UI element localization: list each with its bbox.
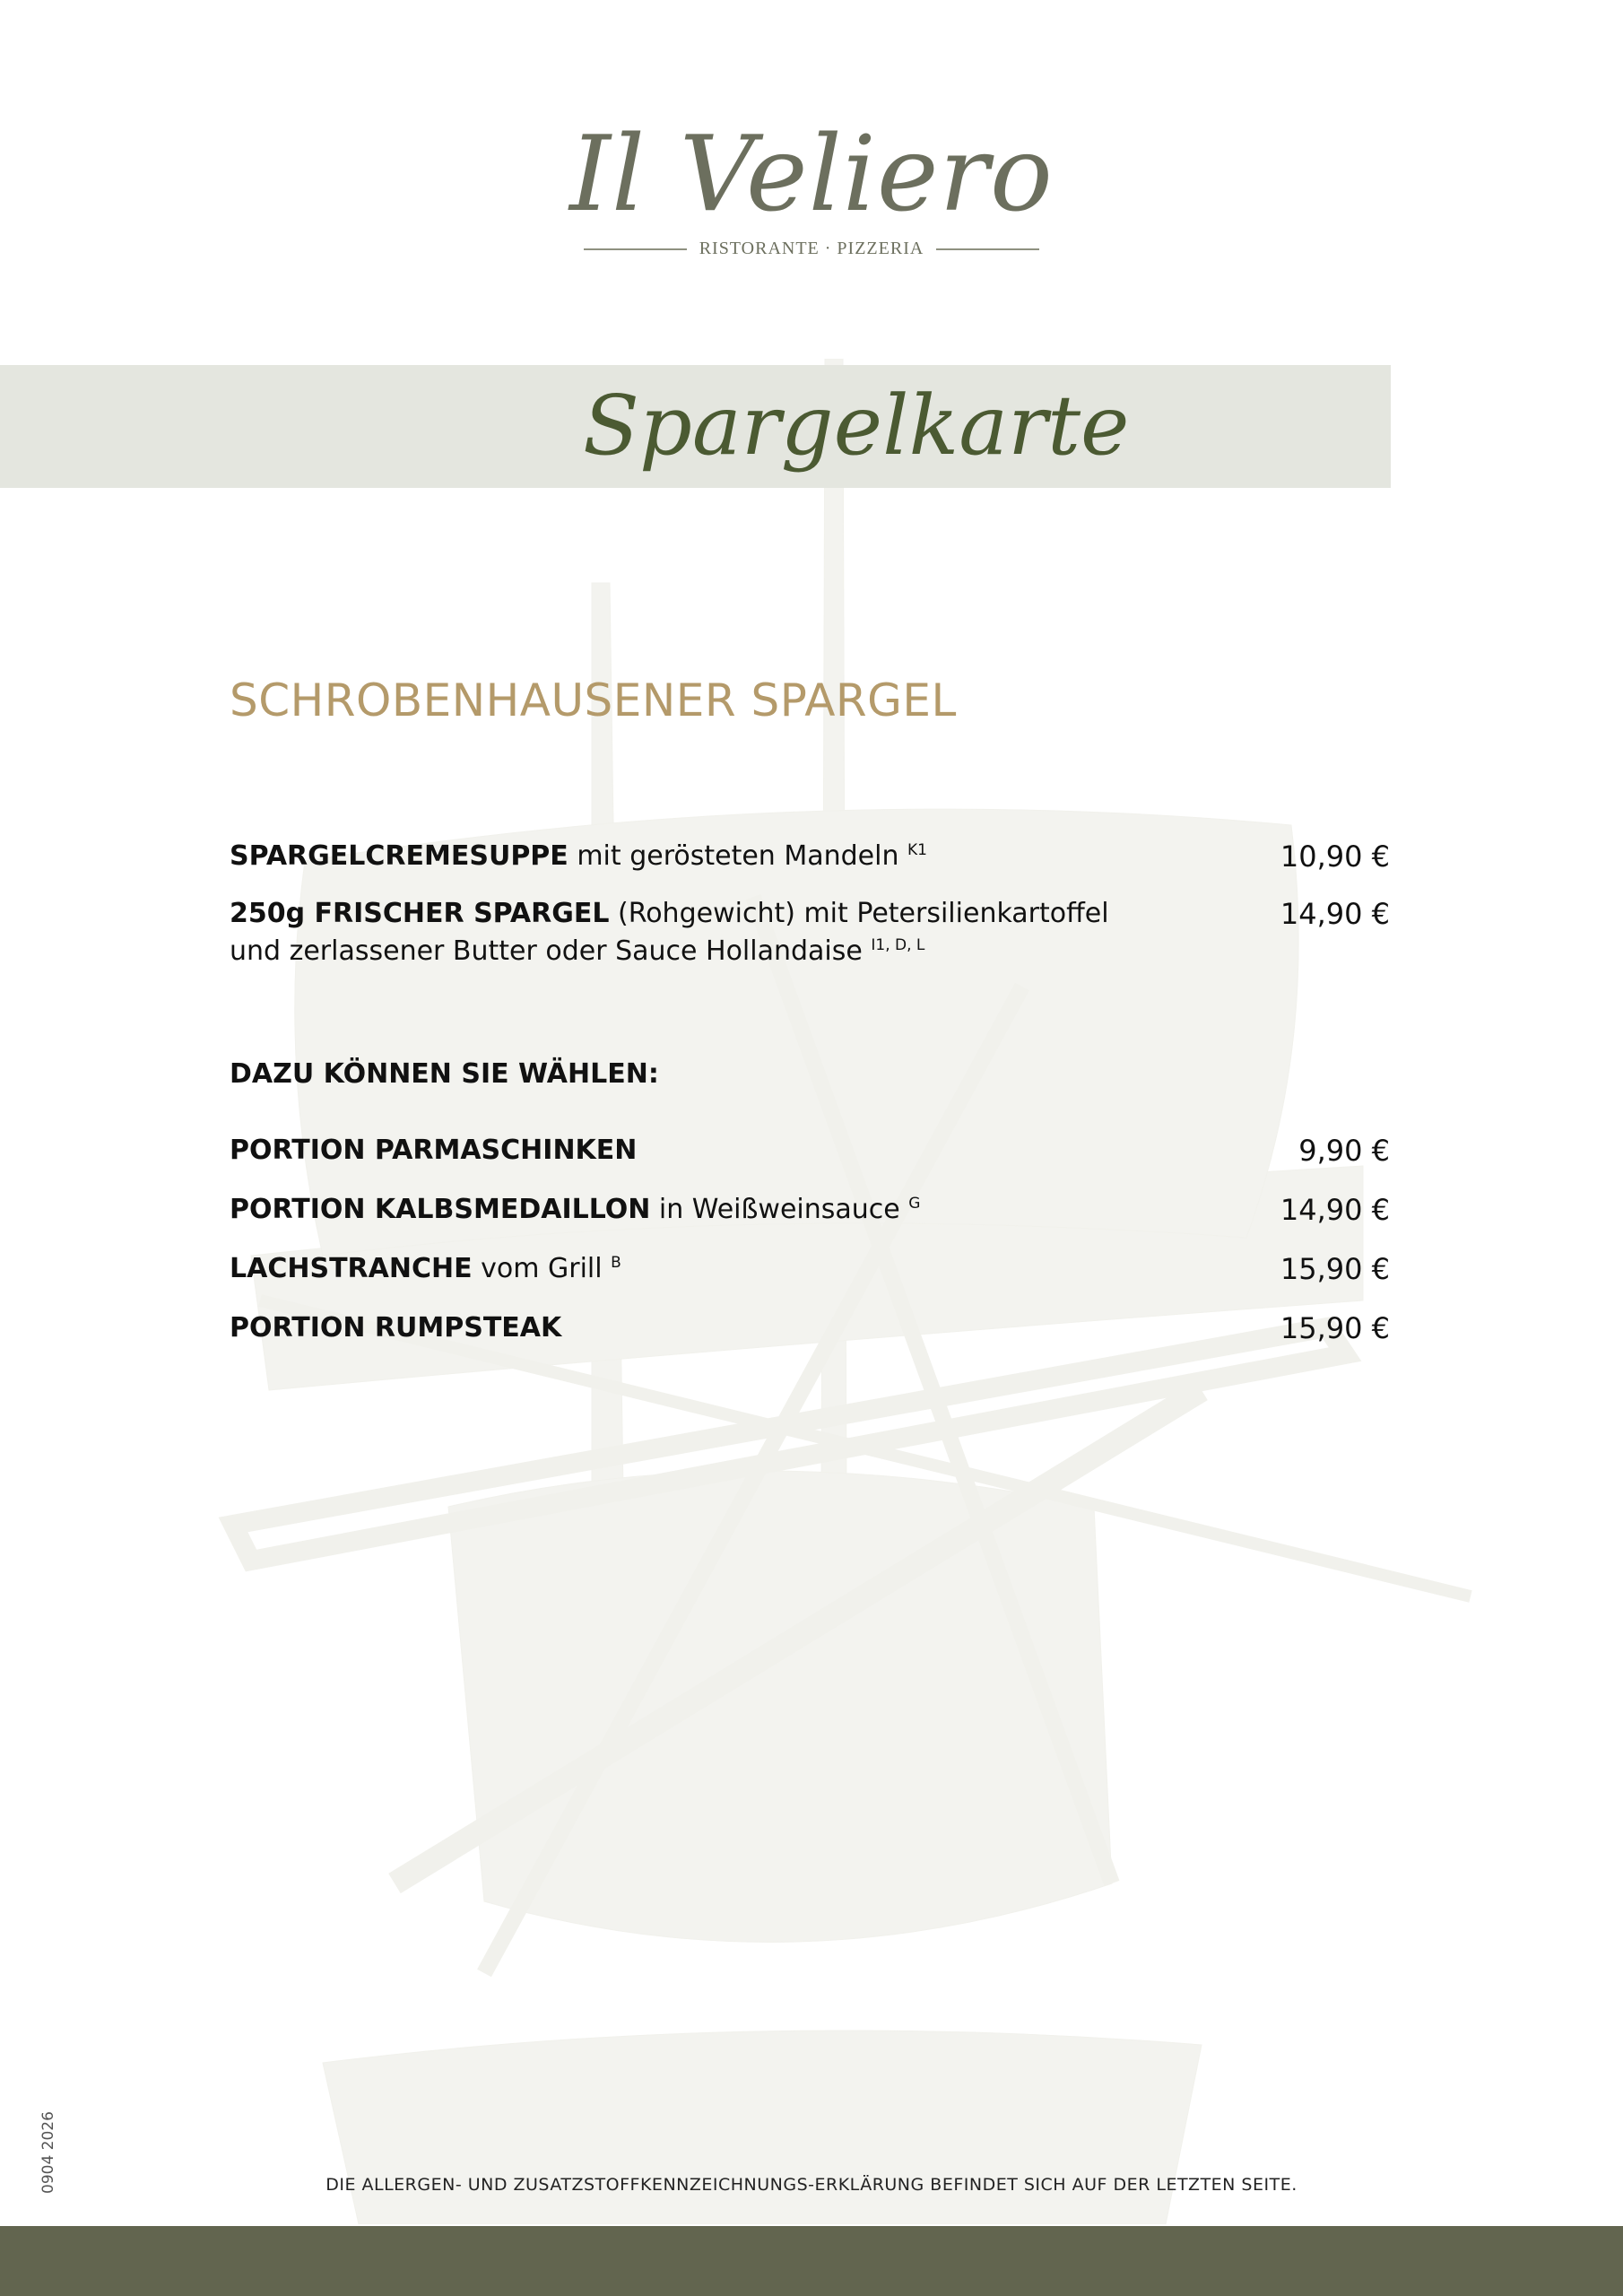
- page-title: Spargelkarte: [583, 378, 1130, 474]
- side-item-text: [230, 1250, 1135, 1288]
- menu-item-desc: (Rohgewicht) mit Petersilienkartoffel und zerlassener Butter oder Sauce Hollandaise: [230, 898, 1109, 967]
- menu-item-name: 250g FRISCHER SPARGEL: [230, 898, 610, 929]
- menu-item-text: [230, 895, 1135, 970]
- side-item-price: 14,90 €: [1280, 1193, 1390, 1227]
- side-item: [230, 1250, 1390, 1288]
- side-item-name: LACHSTRANCHE: [230, 1253, 473, 1284]
- menu-item-desc: mit gerösteten Mandeln: [568, 840, 908, 872]
- menu-item-text: [230, 838, 1135, 875]
- logo-subtitle-row: [538, 239, 1085, 259]
- side-item-price: 15,90 €: [1280, 1311, 1390, 1345]
- side-item-text: [230, 1191, 1135, 1229]
- document-code: 0904 2026: [39, 2111, 57, 2194]
- restaurant-logo: [538, 114, 1085, 259]
- allergen-codes: K1: [907, 841, 927, 859]
- menu-item-price: 10,90 €: [1280, 839, 1390, 874]
- ship-watermark: [126, 359, 1488, 2224]
- side-item-desc: vom Grill: [472, 1253, 612, 1284]
- menu-item-name: SPARGELCREMESUPPE: [230, 840, 568, 872]
- side-item-price: 9,90 €: [1298, 1134, 1390, 1168]
- side-item-name: PORTION KALBSMEDAILLON: [230, 1194, 651, 1225]
- footer-bar: [0, 2226, 1623, 2296]
- side-item-price: 15,90 €: [1280, 1252, 1390, 1286]
- allergen-footer-note: DIE ALLERGEN- UND ZUSATZSTOFFKENNZEICHNUNGS-ERKLÄRUNG BEFINDET SICH AUF DER LETZTEN SEITE.: [325, 2175, 1298, 2195]
- side-item: [230, 1132, 1390, 1170]
- logo-subtitle: RISTORANTE · PIZZERIA: [699, 239, 924, 258]
- logo-name: Il Veliero: [569, 114, 1054, 235]
- side-item-desc: in Weißweinsauce: [650, 1194, 909, 1225]
- side-item-text: [230, 1309, 1135, 1347]
- side-item: [230, 1309, 1390, 1347]
- menu-item: [230, 895, 1390, 970]
- menu-item: [230, 838, 1390, 875]
- logo-rule-right: [936, 248, 1039, 250]
- section-heading: SCHROBENHAUSENER SPARGEL: [230, 674, 957, 726]
- side-item: [230, 1191, 1390, 1229]
- allergen-codes: B: [611, 1254, 621, 1272]
- allergen-codes: I1, D, L: [871, 936, 925, 954]
- logo-rule-left: [584, 248, 687, 250]
- allergen-codes: G: [908, 1195, 921, 1213]
- menu-item-price: 14,90 €: [1280, 897, 1390, 931]
- choose-heading: DAZU KÖNNEN SIE WÄHLEN:: [230, 1058, 659, 1090]
- side-item-name: PORTION PARMASCHINKEN: [230, 1135, 638, 1166]
- side-item-name: PORTION RUMPSTEAK: [230, 1312, 562, 1344]
- side-item-text: [230, 1132, 1135, 1170]
